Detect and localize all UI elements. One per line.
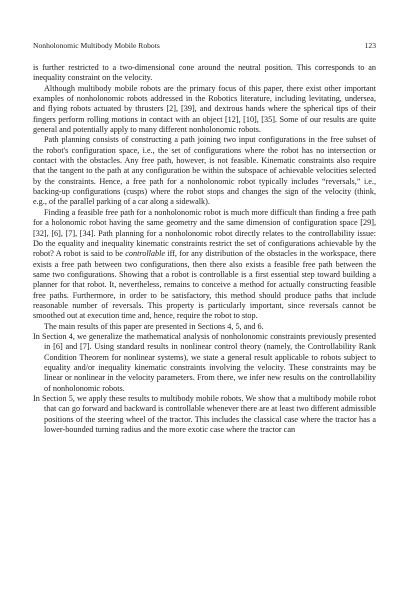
body-text — [33, 63, 376, 435]
list-item-section-5: In Section 5, we apply these results to multibody mobile robots. We show that a multibody mobile robot that can go forward and backward is controllable whenever there are at least two different admissible positions of the steering wheel of the tractor. This includes the classical case where the tractor has a lower-bounded turning radius and the more exotic case where the tractor can — [33, 394, 376, 435]
list-item-section-4: In Section 4, we generalize the mathematical analysis of nonholonomic constraints previously presented in [6] and [7]. Using standard results in nonlinear control theory (namely, the Controllability Rank Condition Theorem for nonlinear systems), we state a general result applicable to robots subject to equality and/or inequality kinematic constraints involving the velocity. These constraints may be linear or nonlinear in the velocity parameters. From there, we infer new results on the controllability of nonholonomic robots. — [33, 331, 376, 393]
paragraph-5: The main results of this paper are presented in Sections 4, 5, and 6. — [44, 321, 264, 331]
running-title: Nonholonomic Multibody Mobile Robots — [33, 41, 160, 50]
term-controllable: controllable — [125, 249, 165, 259]
page-number: 123 — [364, 41, 376, 50]
running-head — [33, 40, 376, 52]
paragraph-1: is further restricted to a two-dimensional cone around the neutral position. This corresponds to an inequality constraint on the velocity. — [33, 63, 376, 83]
paragraph-2: Although multibody mobile robots are the primary focus of this paper, there exist other important examples of nonholonomic robots addressed in the Robotics literature, including levitating, undersea, and flying robots actuated by thrusters [2], [39], and dextrous hands where the spherical tips of their fingers perform rolling motions in contact with an object [12], [10], [35]. Some of our results are quite general and potentially apply to many different nonholonomic robots. — [33, 83, 376, 135]
paragraph-4 — [33, 208, 376, 322]
paragraph-4-part-1: Finding a feasible free path for a nonholonomic robot is much more difficult than finding a free path for a holonomic robot having the same geometry and the same dimension of configuration space [29], [32], [6], [7], [34]. Path planning for a nonholonomic robot directly relates to the controllability issue: Do the equality and inequality kinematic constraints restrict the set of configurations achievable by the robot? A robot is said to be — [33, 207, 376, 259]
paragraph-3: Path planning consists of constructing a path joining two input configurations in the free subset of the robot's configuration space, i.e., the set of configurations where the robot has no intersection or contact with the obstacles. Any free path, however, is not feasible. Kinematic constraints also require that the tangent to the path at any configuration be within the subspace of achievable velocities selected by the constraints. Hence, a free path for a nonholonomic robot typically includes “reversals,” i.e., backing-up configurations (cusps) where the robot stops and changes the sign of the velocity (think, e.g., of the parallel parking of a car along a sidewalk). — [33, 135, 376, 207]
results-list — [33, 332, 376, 435]
paragraph-4-part-2: iff, for any distribution of the obstacles in the workspace, there exists a free path between two configurations, then there also exists a feasible free path between the same two configurations. Showing that a robot is controllable is a first essential step toward building a planner for that robot. It, nevertheless, remains to conceive a method for actually constructing feasible free paths. Furthermore, in order to be satisfactory, this method should produce paths that include reasonable number of reversals. This property is particularly important, since reversals cannot be smoothed out at execution time and, hence, require the robot to stop. — [33, 249, 377, 321]
